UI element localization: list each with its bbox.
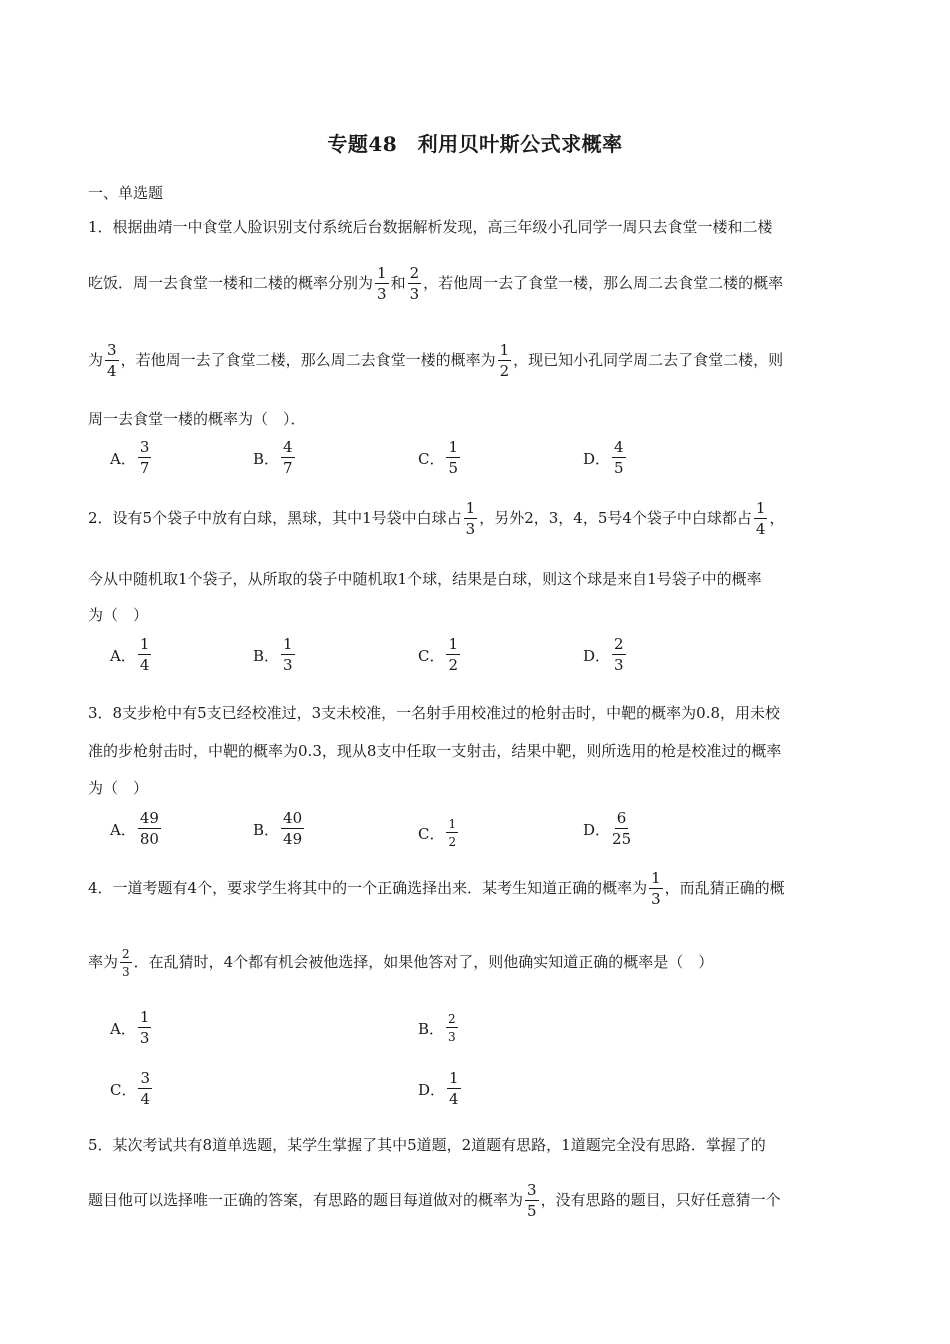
fraction: $\frac{1}{3}$ <box>377 264 387 303</box>
q1-line4: 周一去食堂一楼的概率为（ ）． <box>88 410 306 428</box>
q5-line1: 5．某次考试共有8道单选题，某学生掌握了其中5道题，2道题有思路，1道题完全没有思路．掌握了的 <box>88 1136 766 1154</box>
q2-line1 <box>88 501 868 537</box>
q2-option-d[interactable]: D． $\frac{2}{3}$ <box>583 635 624 674</box>
fraction: $\frac{3}{5}$ <box>527 1181 537 1220</box>
q2-option-b[interactable]: B． $\frac{1}{3}$ <box>253 635 293 674</box>
q4-line2 <box>88 948 868 978</box>
fraction: $\frac{2}{3}$ <box>409 264 420 303</box>
fraction: $\frac{2}{3}$ <box>448 1012 456 1044</box>
fraction: $\frac{1}{3}$ <box>465 499 476 538</box>
q1-option-c[interactable]: C． $\frac{1}{5}$ <box>418 438 459 477</box>
fraction: $\frac{2}{3}$ <box>122 947 130 979</box>
q3-line3: 为（ ） <box>88 779 149 797</box>
q2-text: ，另外2，3，4，5号4个袋子中白球都占 <box>479 509 752 527</box>
q1-line2 <box>88 266 868 302</box>
q1-option-a[interactable]: A． $\frac{3}{7}$ <box>110 438 150 477</box>
q1-text: ，现已知小孔同学周二去了食堂二楼，则 <box>513 351 784 369</box>
fraction: $\frac{1}{3}$ <box>651 869 661 908</box>
q3-line1: 3．8支步枪中有5支已经校准过，3支未校准，一名射手用校准过的枪射击时，中靶的概率为0.8，用未校 <box>88 704 781 722</box>
q4-option-a[interactable]: A． $\frac{1}{3}$ <box>110 1008 150 1047</box>
page-title: 专题48 利用贝叶斯公式求概率 <box>327 132 623 156</box>
q3-option-b[interactable]: B． $\frac{40}{49}$ <box>253 809 303 848</box>
q4-text: ．在乱猜时，4个都有机会被他选择，如果他答对了，则他确实知道正确的概率是（ ） <box>133 953 714 971</box>
q1-option-d[interactable]: D． $\frac{4}{5}$ <box>583 438 624 477</box>
q3-option-a[interactable]: A． $\frac{49}{80}$ <box>110 809 159 848</box>
fraction: $\frac{1}{4}$ <box>139 635 150 674</box>
fraction: $\frac{1}{4}$ <box>449 1069 459 1108</box>
q2-line3: 为（ ） <box>88 606 149 624</box>
q1-text: 为 <box>88 351 104 369</box>
fraction: $\frac{4}{7}$ <box>283 438 293 477</box>
fraction: $\frac{1}{5}$ <box>448 438 459 477</box>
fraction: $\frac{1}{2}$ <box>448 817 457 849</box>
q4-option-b[interactable]: B． $\frac{2}{3}$ <box>418 1012 456 1044</box>
q3-option-d[interactable]: D． $\frac{6}{25}$ <box>583 809 632 848</box>
fraction: $\frac{1}{2}$ <box>499 341 510 380</box>
q1-text: ，若他周一去了食堂二楼，那么周二去食堂一楼的概率为 <box>120 351 496 369</box>
q2-option-c[interactable]: C． $\frac{1}{2}$ <box>418 635 459 674</box>
fraction: $\frac{3}{4}$ <box>107 341 117 380</box>
q3-option-c[interactable]: C． $\frac{1}{2}$ <box>418 817 457 849</box>
fraction: $\frac{1}{3}$ <box>139 1008 150 1047</box>
fraction: $\frac{3}{7}$ <box>139 438 150 477</box>
q4-text: 率为 <box>88 953 119 971</box>
q5-text: ，没有思路的题目，只好任意猜一个 <box>540 1191 781 1209</box>
fraction: $\frac{1}{2}$ <box>448 635 459 674</box>
q4-option-c[interactable]: C． $\frac{3}{4}$ <box>110 1069 151 1108</box>
fraction: $\frac{1}{3}$ <box>283 635 293 674</box>
q1-line1: 1．根据曲靖一中食堂人脸识别支付系统后台数据解析发现，高三年级小孔同学一周只去食堂一楼和二楼 <box>88 218 773 236</box>
q4-option-d[interactable]: D． $\frac{1}{4}$ <box>418 1069 459 1108</box>
fraction: $\frac{49}{80}$ <box>139 809 159 848</box>
q2-text: 2．设有5个袋子中放有白球，黑球，其中1号袋中白球占 <box>88 509 462 527</box>
q2-option-a[interactable]: A． $\frac{1}{4}$ <box>110 635 150 674</box>
fraction: $\frac{1}{4}$ <box>755 499 766 538</box>
q3-line2: 准的步枪射击时，中靶的概率为0.3，现从8支中任取一支射击，结果中靶，则所选用的枪是校准过的概率 <box>88 742 782 760</box>
fraction: $\frac{3}{4}$ <box>140 1069 151 1108</box>
q4-line1 <box>88 871 868 907</box>
q1-text: 吃饭．周一去食堂一楼和二楼的概率分别为 <box>88 274 374 292</box>
q5-line2 <box>88 1183 868 1219</box>
q1-text: 和 <box>390 274 406 292</box>
q2-line2: 今从中随机取1个袋子，从所取的袋子中随机取1个球，结果是白球，则这个球是来自1号袋子中的概率 <box>88 570 762 588</box>
q4-text: ，而乱猜正确的概 <box>664 879 785 897</box>
fraction: $\frac{2}{3}$ <box>614 635 624 674</box>
fraction: $\frac{6}{25}$ <box>612 809 632 848</box>
q1-option-b[interactable]: B． $\frac{4}{7}$ <box>253 438 293 477</box>
q1-text: ，若他周一去了食堂一楼，那么周二去食堂二楼的概率 <box>423 274 784 292</box>
q1-line3 <box>88 343 868 379</box>
fraction: $\frac{40}{49}$ <box>283 809 303 848</box>
q5-text: 题目他可以选择唯一正确的答案，有思路的题目每道做对的概率为 <box>88 1191 524 1209</box>
q2-text: ， <box>769 509 785 527</box>
fraction: $\frac{4}{5}$ <box>614 438 624 477</box>
q4-text: 4．一道考题有4个，要求学生将其中的一个正确选择出来．某考生知道正确的概率为 <box>88 879 648 897</box>
section-heading: 一、单选题 <box>88 184 164 202</box>
